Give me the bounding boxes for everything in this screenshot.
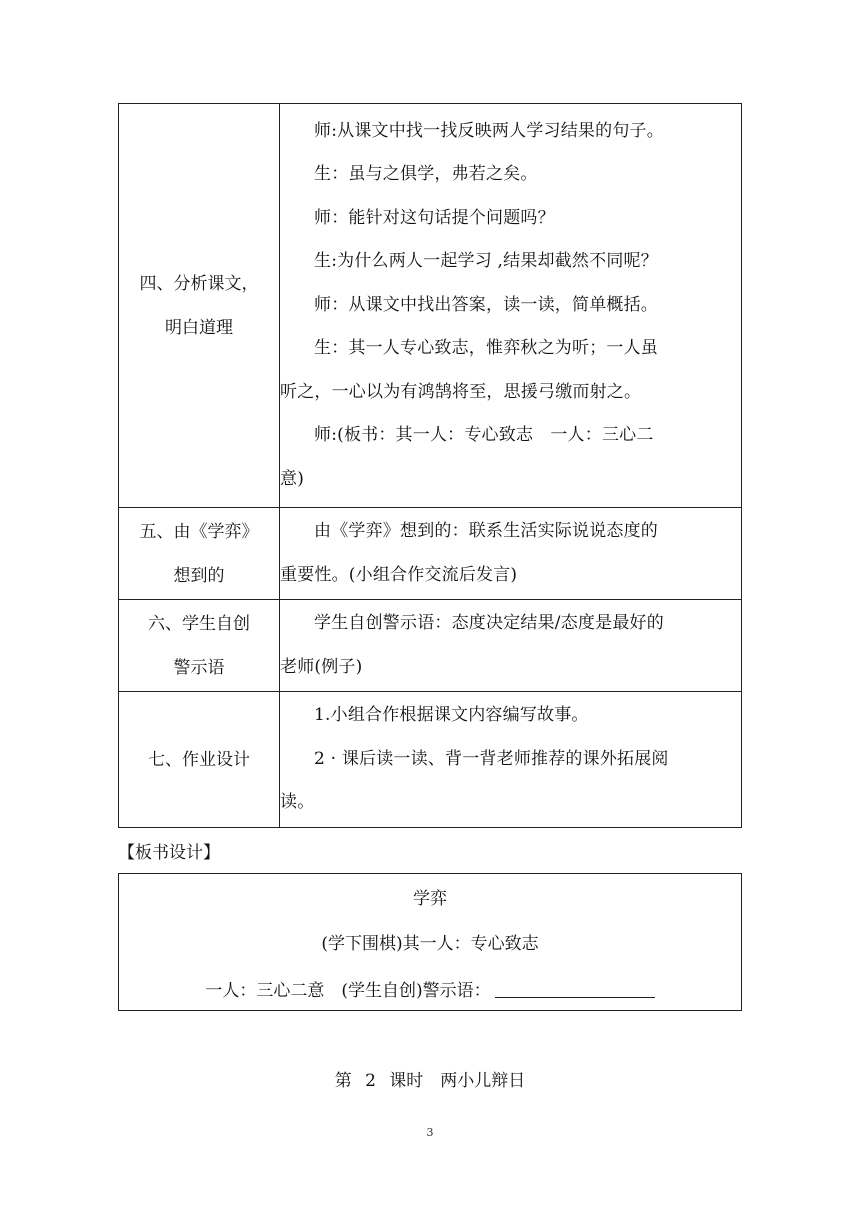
row-label-line: 想到的 [173,565,225,586]
board-design-box [118,873,742,1011]
content-paragraph: 生：其一人专心致志，惟弈秋之为听；一人虽 [314,338,658,359]
row-content [280,600,742,692]
row-label [119,600,280,692]
content-paragraph: 1.小组合作根据课文内容编写故事。 [314,705,589,726]
content-paragraph: 读。 [280,792,315,813]
table-row [119,692,742,828]
table-row [119,600,742,692]
content-paragraph: 听之，一心以为有鸿鹄将至，思援弓缴而射之。 [280,381,642,402]
board-line: (学下围棋)其一人：专心致志 [321,934,539,954]
content-paragraph: 师:从课文中找一找反映两人学习结果的句子。 [314,120,664,141]
page-number: 3 [426,1126,434,1139]
board-title: 学弈 [413,889,447,909]
content-paragraph: 重要性。(小组合作交流后发言) [280,564,518,585]
content-paragraph: 生：虽与之俱学，弗若之矣。 [314,164,538,185]
board-line: 一人：三心二意 (学生自创)警示语： [205,981,491,1001]
row-label-line: 四、分析课文， [139,273,259,294]
row-content [280,104,742,508]
row-content [280,508,742,600]
content-paragraph: 师:(板书：其一人：专心致志 一人：三心二 [314,425,654,446]
content-paragraph: 老师(例子) [280,656,363,677]
row-label-line: 七、作业设计 [148,749,250,770]
content-paragraph: 师：能针对这句话提个问题吗？ [314,207,555,228]
content-paragraph: 生:为什么两人一起学习 ,结果却截然不同呢？ [314,251,658,272]
board-line-with-blank [119,976,741,1006]
content-paragraph: 由《学弈》想到的：联系生活实际说说态度的 [314,521,658,541]
content-paragraph: 2 · 课后读一读、背一背老师推荐的课外拓展阅 [314,748,669,769]
row-label-line: 明白道理 [165,317,233,338]
table-row [119,508,742,600]
row-content [280,692,742,828]
board-design-heading: 【板书设计】 [118,843,220,863]
content-paragraph: 学生自创警示语：态度决定结果/态度是最好的 [314,613,664,633]
content-paragraph: 意) [280,468,305,489]
row-label-line: 六、学生自创 [148,613,250,634]
row-label [119,104,280,508]
row-label [119,692,280,828]
row-label-line: 五、由《学弈》 [139,521,259,542]
lesson-title: 第 2 课时 两小儿辩日 [334,1071,526,1091]
row-label-line: 警示语 [173,657,225,678]
row-label [119,508,280,600]
content-paragraph: 师：从课文中找出答案，读一读，简单概括。 [314,294,658,315]
table-row [119,104,742,508]
lesson-plan-table [118,103,742,828]
fill-in-blank [495,979,655,998]
